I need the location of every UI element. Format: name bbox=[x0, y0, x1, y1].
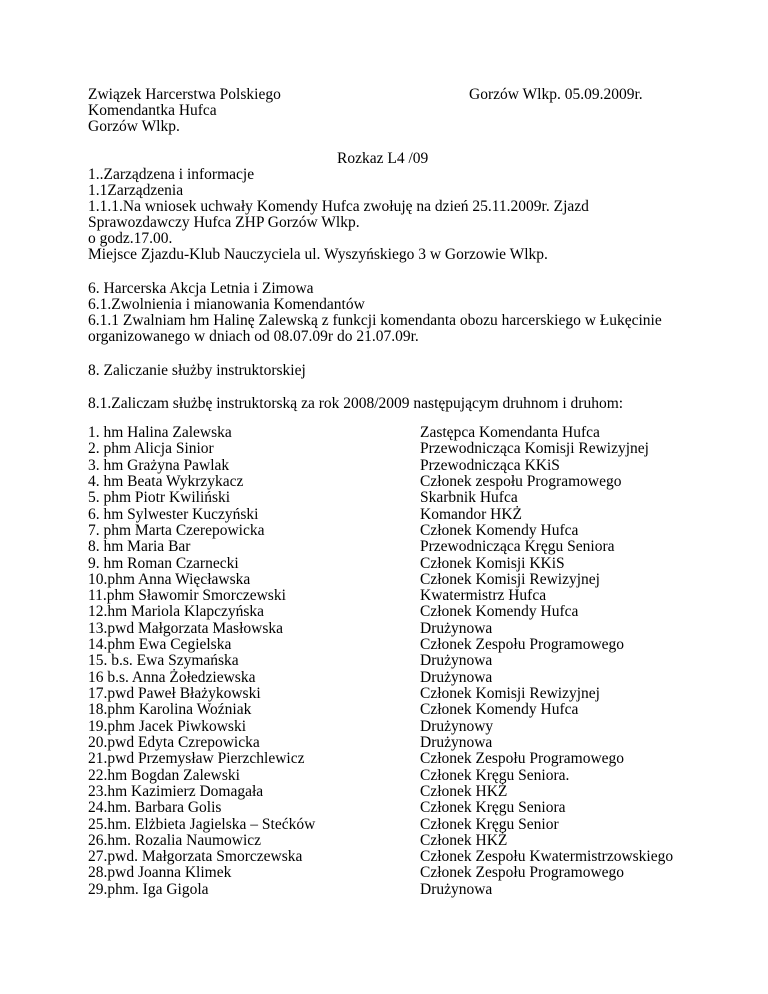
member-role: Drużynowa bbox=[420, 619, 493, 637]
section-8-intro: 8.1.Zaliczam służbę instruktorską za rok 2008/2009 następującym druhnom i druhom: bbox=[88, 395, 624, 412]
member-name: 5. phm Piotr Kwiliński bbox=[88, 489, 231, 507]
member-role: Członek Kręgu Seniora. bbox=[420, 766, 570, 784]
member-name: 17.pwd Paweł Błażykowski bbox=[88, 685, 261, 702]
member-name: 10.phm Anna Więcławska bbox=[88, 570, 251, 588]
org-unit: Komendantka Hufca bbox=[88, 102, 217, 119]
list-item bbox=[88, 523, 688, 539]
section-8-heading: 8. Zaliczanie służby instruktorskiej bbox=[88, 362, 306, 379]
member-role: Członek Komendy Hufca bbox=[420, 603, 579, 621]
member-role: Drużynowa bbox=[420, 668, 493, 686]
member-role: Drużynowy bbox=[420, 717, 494, 735]
member-role: Przewodnicząca Komisji Rewizyjnej bbox=[420, 440, 649, 458]
member-name: 27.pwd. Małgorzata Smorczewska bbox=[88, 848, 303, 866]
section-1-line-2: Sprawozdawczy Hufca ZHP Gorzów Wlkp. bbox=[88, 214, 360, 231]
member-name: 3. hm Grażyna Pawlak bbox=[88, 456, 230, 474]
member-role: Członek Komisji Rewizyjnej bbox=[420, 570, 600, 588]
member-name: 28.pwd Joanna Klimek bbox=[88, 864, 232, 882]
list-item bbox=[88, 686, 688, 702]
member-name: 25.hm. Elżbieta Jagielska – Stećków bbox=[88, 815, 316, 833]
list-item bbox=[88, 865, 688, 881]
member-name: 21.pwd Przemysław Pierzchlewicz bbox=[88, 750, 305, 768]
section-6-line-1: 6.1.1 Zwalniam hm Halinę Zalewską z funkcji komendanta obozu harcerskiego w Łukęcinie bbox=[88, 312, 662, 329]
list-item bbox=[88, 735, 688, 751]
member-name: 7. phm Marta Czerepowicka bbox=[88, 521, 265, 539]
list-item bbox=[88, 833, 688, 849]
members-list bbox=[88, 425, 688, 898]
document-title: Rozkaz L4 /09 bbox=[337, 150, 429, 167]
member-role: Zastępca Komendanta Hufca bbox=[420, 424, 600, 441]
member-name: 12.hm Mariola Klapczyńska bbox=[88, 603, 265, 621]
list-item bbox=[88, 588, 688, 604]
list-item bbox=[88, 768, 688, 784]
member-role: Drużynowa bbox=[420, 733, 493, 751]
member-role: Skarbnik Hufca bbox=[420, 489, 518, 507]
member-name: 13.pwd Małgorzata Masłowska bbox=[88, 619, 283, 637]
org-name: Związek Harcerstwa Polskiego bbox=[88, 86, 281, 103]
member-name: 24.hm. Barbara Golis bbox=[88, 799, 222, 817]
member-name: 11.phm Sławomir Smorczewski bbox=[88, 587, 286, 605]
member-role: Członek Kręgu Senior bbox=[420, 815, 559, 833]
list-item bbox=[88, 604, 688, 620]
list-item bbox=[88, 621, 688, 637]
list-item bbox=[88, 751, 688, 767]
member-name: 8. hm Maria Bar bbox=[88, 538, 191, 556]
org-city: Gorzów Wlkp. bbox=[88, 118, 180, 135]
member-role: Członek zespołu Programowego bbox=[420, 472, 622, 490]
member-name: 22.hm Bogdan Zalewski bbox=[88, 766, 240, 784]
member-name: 26.hm. Rozalia Naumowicz bbox=[88, 831, 262, 849]
member-name: 19.phm Jacek Piwkowski bbox=[88, 717, 247, 735]
member-name: 16 b.s. Anna Żołedziewska bbox=[88, 668, 256, 686]
member-role: Członek Komendy Hufca bbox=[420, 701, 579, 719]
member-name: 6. hm Sylwester Kuczyński bbox=[88, 505, 259, 523]
list-item bbox=[88, 653, 688, 669]
place-date: Gorzów Wlkp. 05.09.2009r. bbox=[469, 86, 643, 103]
member-role: Drużynowa bbox=[420, 652, 493, 670]
list-item bbox=[88, 458, 688, 474]
list-item bbox=[88, 556, 688, 572]
member-role: Członek Komisji KKiS bbox=[420, 554, 565, 572]
section-1-line-4: Miejsce Zjazdu-Klub Nauczyciela ul. Wyszyńskiego 3 w Gorzowie Wlkp. bbox=[88, 246, 548, 263]
member-role: Członek Komendy Hufca bbox=[420, 521, 579, 539]
list-item bbox=[88, 849, 688, 865]
member-name: 1. hm Halina Zalewska bbox=[88, 424, 232, 441]
member-role: Członek Zespołu Kwatermistrzowskiego bbox=[420, 848, 674, 866]
member-name: 20.pwd Edyta Czrepowicka bbox=[88, 733, 260, 751]
section-1-sub: 1.1Zarządzenia bbox=[88, 182, 184, 199]
section-6-heading: 6. Harcerska Akcja Letnia i Zimowa bbox=[88, 280, 314, 297]
member-role: Członek Komisji Rewizyjnej bbox=[420, 685, 600, 702]
member-name: 18.phm Karolina Woźniak bbox=[88, 701, 252, 719]
member-role: Kwatermistrz Hufca bbox=[420, 587, 547, 605]
section-1-heading: 1..Zarządzena i informacje bbox=[88, 166, 255, 183]
section-6-sub: 6.1.Zwolnienia i mianowania Komendantów bbox=[88, 296, 365, 313]
member-role: Drużynowa bbox=[420, 880, 493, 898]
list-item bbox=[88, 817, 688, 833]
list-item bbox=[88, 702, 688, 718]
member-role: Członek Zespołu Programowego bbox=[420, 864, 625, 882]
list-item bbox=[88, 474, 688, 490]
member-name: 23.hm Kazimierz Domagała bbox=[88, 782, 264, 800]
member-name: 2. phm Alicja Sinior bbox=[88, 440, 214, 458]
section-6-line-2: organizowanego w dniach od 08.07.09r do 21.07.09r. bbox=[88, 328, 419, 345]
member-name: 4. hm Beata Wykrzykacz bbox=[88, 472, 244, 490]
list-item bbox=[88, 490, 688, 506]
member-name: 15. b.s. Ewa Szymańska bbox=[88, 652, 239, 670]
list-item bbox=[88, 637, 688, 653]
member-name: 9. hm Roman Czarnecki bbox=[88, 554, 239, 572]
list-item bbox=[88, 800, 688, 816]
member-name: 14.phm Ewa Cegielska bbox=[88, 636, 232, 654]
member-role: Komandor HKŻ bbox=[420, 505, 523, 523]
list-item bbox=[88, 882, 688, 898]
member-role: Członek Zespołu Programowego bbox=[420, 750, 625, 768]
member-role: Członek Zespołu Programowego bbox=[420, 636, 625, 654]
member-name: 29.phm. Iga Gigola bbox=[88, 880, 209, 898]
member-role: Członek Kręgu Seniora bbox=[420, 799, 566, 817]
list-item bbox=[88, 507, 688, 523]
list-item bbox=[88, 441, 688, 457]
section-1-line-3: o godz.17.00. bbox=[88, 230, 173, 247]
section-1-line-1: 1.1.1.Na wniosek uchwały Komendy Hufca zwołuję na dzień 25.11.2009r. Zjazd bbox=[88, 198, 589, 215]
list-item bbox=[88, 784, 688, 800]
list-item bbox=[88, 425, 688, 441]
list-item bbox=[88, 670, 688, 686]
member-role: Członek HKŻ bbox=[420, 782, 508, 800]
member-role: Przewodnicząca KKiS bbox=[420, 456, 560, 474]
member-role: Członek HKŻ bbox=[420, 831, 508, 849]
list-item bbox=[88, 572, 688, 588]
member-role: Przewodnicząca Kręgu Seniora bbox=[420, 538, 615, 556]
list-item bbox=[88, 719, 688, 735]
list-item bbox=[88, 539, 688, 555]
